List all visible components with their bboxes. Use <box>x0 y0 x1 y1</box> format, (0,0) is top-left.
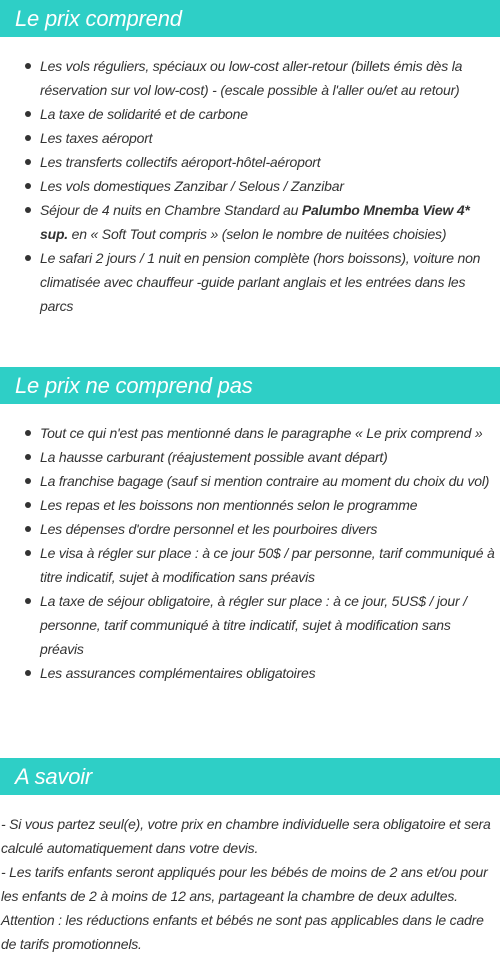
list-item-text: Les transferts collectifs aéroport-hôtel-aéroport <box>40 154 321 170</box>
list-item-text: La franchise bagage (sauf si mention contraire au moment du choix du vol) <box>40 473 490 489</box>
list-item <box>0 469 500 493</box>
section-title-info: A savoir <box>15 764 93 789</box>
list-item-text: Les assurances complémentaires obligatoires <box>40 665 316 681</box>
list-item <box>0 661 500 685</box>
section-header-excludes <box>0 367 500 404</box>
bullet-icon <box>25 502 31 508</box>
bullet-icon <box>25 454 31 460</box>
list-item-text: Les vols domestiques Zanzibar / Selous / Zanzibar <box>40 178 344 194</box>
list-item <box>0 54 500 102</box>
section-title-excludes: Le prix ne comprend pas <box>15 373 253 398</box>
section-excludes <box>0 367 500 685</box>
section-info <box>0 758 500 956</box>
section-title-includes: Le prix comprend <box>15 6 182 31</box>
bullet-icon <box>25 111 31 117</box>
list-item-text: La taxe de solidarité et de carbone <box>40 106 248 122</box>
excludes-list <box>0 421 500 685</box>
bullet-icon <box>25 670 31 676</box>
info-paragraph: - Les tarifs enfants seront appliqués pour les bébés de moins de 2 ans et/ou pour les enfants de 2 à moins de 12 ans, partageant la chambre de deux adultes. <box>1 864 488 904</box>
list-item <box>0 246 500 318</box>
bullet-icon <box>25 430 31 436</box>
list-item-text: La hausse carburant (réajustement possible avant départ) <box>40 449 388 465</box>
list-item <box>0 589 500 661</box>
list-item-text: Les taxes aéroport <box>40 130 153 146</box>
list-item-text: Tout ce qui n'est pas mentionné dans le paragraphe « Le prix comprend » <box>40 425 483 441</box>
list-item <box>0 150 500 174</box>
bullet-icon <box>25 550 31 556</box>
info-paragraphs <box>0 812 500 956</box>
hotel-name: Palumbo Mnemba View 4* sup. <box>40 202 470 242</box>
list-item-text: en « Soft Tout compris » (selon le nombre de nuitées choisies) <box>67 226 447 242</box>
bullet-icon <box>25 63 31 69</box>
info-paragraph: Attention : les réductions enfants et bébés ne sont pas applicables dans le cadre de tarifs promotionnels. <box>1 912 484 952</box>
list-item <box>0 541 500 589</box>
section-header-includes <box>0 0 500 37</box>
list-item-text: Les vols réguliers, spéciaux ou low-cost aller-retour (billets émis dès la réservation sur vol low-cost) - (escale possible à l'aller ou/et au retour) <box>40 58 463 98</box>
bullet-icon <box>25 478 31 484</box>
info-paragraph: - Si vous partez seul(e), votre prix en chambre individuelle sera obligatoire et sera calculé automatiquement dans votre devis. <box>1 816 491 856</box>
list-item <box>0 493 500 517</box>
list-item-text: La taxe de séjour obligatoire, à régler sur place : à ce jour, 5US$ / jour / personne, tarif communiqué à titre indicatif, sujet à modification sans préavis <box>40 593 467 657</box>
list-item-text: Les repas et les boissons non mentionnés selon le programme <box>40 497 418 513</box>
bullet-icon <box>25 159 31 165</box>
bullet-icon <box>25 255 31 261</box>
list-item <box>0 517 500 541</box>
list-item-text: Séjour de 4 nuits en Chambre Standard au <box>40 202 302 218</box>
list-item-text: Les dépenses d'ordre personnel et les pourboires divers <box>40 521 378 537</box>
section-header-info <box>0 758 500 795</box>
list-item <box>0 445 500 469</box>
list-item-text: Le visa à régler sur place : à ce jour 50$ / par personne, tarif communiqué à titre indicatif, sujet à modification sans préavis <box>40 545 495 585</box>
bullet-icon <box>25 135 31 141</box>
list-item <box>0 102 500 126</box>
bullet-icon <box>25 526 31 532</box>
section-includes <box>0 0 500 318</box>
list-item <box>0 174 500 198</box>
bullet-icon <box>25 598 31 604</box>
list-item <box>0 198 500 246</box>
list-item-text: Le safari 2 jours / 1 nuit en pension complète (hors boissons), voiture non climatisée avec chauffeur -guide parlant anglais et les entrées dans les parcs <box>40 250 481 314</box>
bullet-icon <box>25 207 31 213</box>
bullet-icon <box>25 183 31 189</box>
list-item <box>0 126 500 150</box>
list-item <box>0 421 500 445</box>
includes-list <box>0 54 500 318</box>
